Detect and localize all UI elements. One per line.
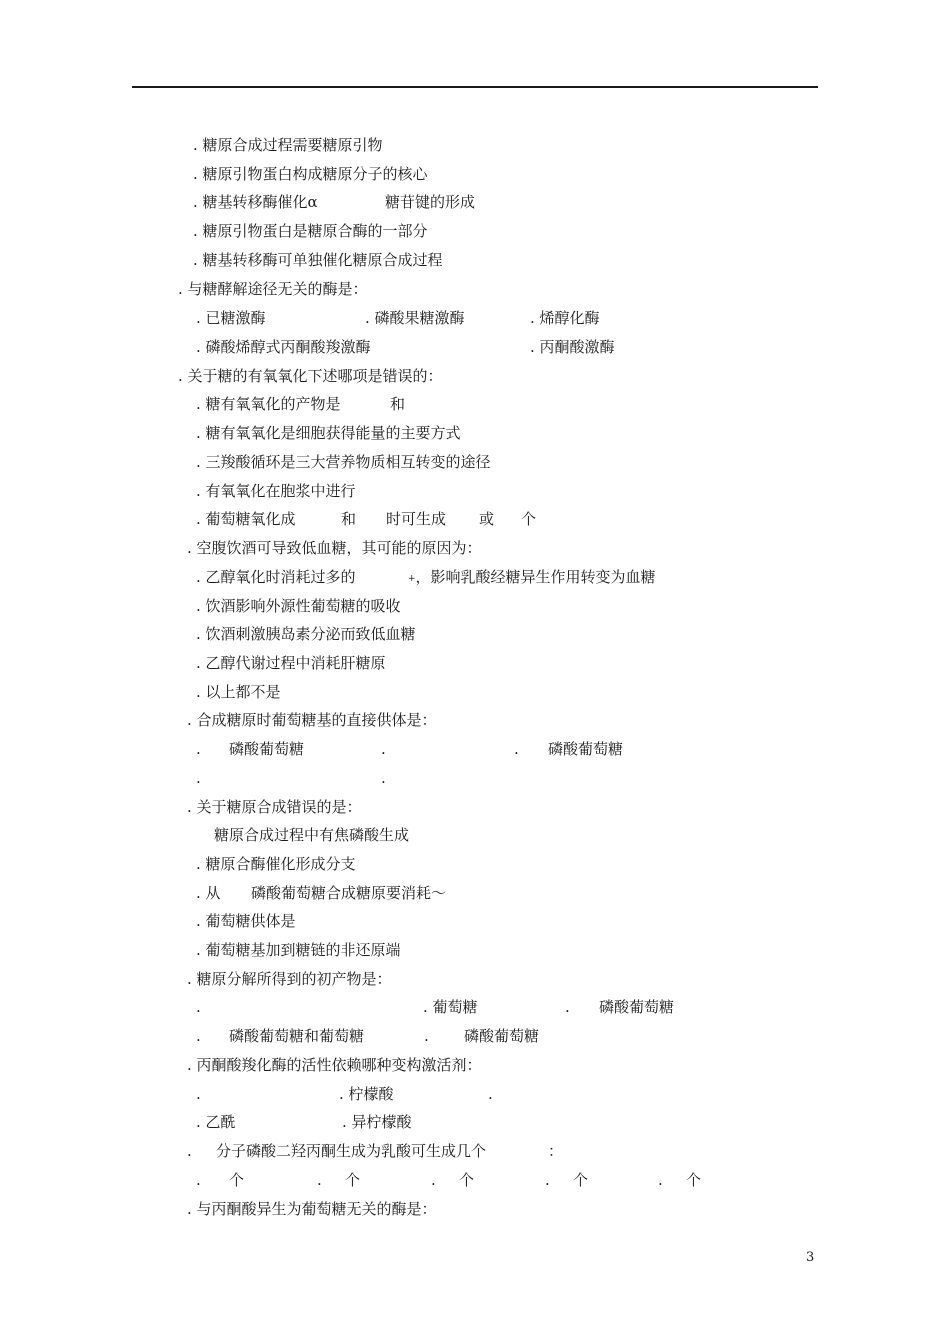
option-line-part: . 烯醇化酶: [530, 309, 600, 327]
option-line: .: [196, 1027, 201, 1045]
option-line: . 乙醇氧化时消耗过多的: [196, 568, 356, 586]
question-line-part: ：: [548, 1142, 564, 1160]
option-line: . 糖原引物蛋白构成糖原分子的核心: [193, 165, 428, 183]
option-line-part: . 柠檬酸: [339, 1085, 394, 1103]
option-line: . 以上都不是: [196, 683, 281, 701]
option-line-part: 个: [229, 1171, 245, 1189]
option-line-part: 磷酸葡萄糖: [548, 740, 624, 758]
option-line-part: 和: [341, 510, 357, 528]
option-line-part: .: [424, 1027, 429, 1045]
option-line-part: .: [545, 1171, 550, 1189]
option-line: . 糖有氧氧化是细胞获得能量的主要方式: [196, 424, 461, 442]
option-line-part: .: [431, 1171, 436, 1189]
option-line: . 饮酒影响外源性葡萄糖的吸收: [196, 597, 401, 615]
option-line: .: [196, 740, 201, 758]
option-line-part: .: [381, 769, 386, 787]
option-line-part: 时可生成: [386, 510, 447, 528]
option-line-part: 磷酸葡萄糖和葡萄糖: [229, 1027, 365, 1045]
option-line: . 葡萄糖供体是: [196, 912, 296, 930]
option-line: . 糖原合酶催化形成分支: [196, 855, 356, 873]
option-line: . 从: [196, 884, 221, 902]
question-line-part: 分子磷酸二羟丙酮生成为乳酸可生成几个: [216, 1142, 487, 1160]
option-line-part: .: [381, 740, 386, 758]
option-line: .: [196, 1171, 201, 1189]
option-line-part: +，影响乳酸经糖异生作用转变为血糖: [408, 568, 656, 586]
option-line-part: 磷酸葡萄糖合成糖原要消耗～: [251, 884, 447, 902]
option-line-part: . 丙酮酸激酶: [530, 338, 615, 356]
option-line-part: .: [658, 1171, 663, 1189]
option-line-part: 磷酸葡萄糖: [229, 740, 305, 758]
option-line-part: . 葡萄糖: [423, 998, 478, 1016]
option-line-part: .: [317, 1171, 322, 1189]
option-line: .: [196, 998, 201, 1016]
option-line: . 已糖激酶: [196, 309, 266, 327]
option-line: . 乙酰: [196, 1113, 236, 1131]
option-line-part: . 磷酸果糖激酶: [365, 309, 465, 327]
option-line: . 有氧氧化在胞浆中进行: [196, 482, 356, 500]
option-line: . 糖基转移酶可单独催化糖原合成过程: [193, 251, 443, 269]
option-line-part: 个: [573, 1171, 589, 1189]
option-line-part: . 异柠檬酸: [342, 1113, 412, 1131]
question-line: . 与糖酵解途径无关的酶是：: [178, 280, 368, 298]
question-line: . 空腹饮酒可导致低血糖，其可能的原因为：: [187, 539, 482, 557]
option-line-part: 或: [479, 510, 495, 528]
option-line: . 糖基转移酶催化α: [193, 193, 318, 211]
option-line-part: .: [514, 740, 519, 758]
option-line-part: 磷酸葡萄糖: [464, 1027, 540, 1045]
option-line: . 糖有氧氧化的产物是: [196, 395, 341, 413]
option-line-part: .: [488, 1085, 493, 1103]
option-line-part: 个: [459, 1171, 475, 1189]
option-line-part: 个: [345, 1171, 361, 1189]
option-line-part: 磷酸葡萄糖: [599, 998, 675, 1016]
question-line: . 糖原分解所得到的初产物是：: [187, 970, 392, 988]
question-line: . 丙酮酸羧化酶的活性依赖哪种变构激活剂：: [187, 1056, 482, 1074]
option-line: 糖原合成过程中有焦磷酸生成: [214, 826, 410, 844]
page-number: 3: [806, 1250, 815, 1265]
option-line: . 糖原引物蛋白是糖原合酶的一部分: [193, 222, 428, 240]
question-line: . 合成糖原时葡萄糖基的直接供体是：: [187, 711, 437, 729]
question-line: .: [187, 1142, 192, 1160]
option-line-part: 个: [686, 1171, 702, 1189]
option-line: . 磷酸烯醇式丙酮酸羧激酶: [196, 338, 371, 356]
option-line: . 葡萄糖基加到糖链的非还原端: [196, 941, 401, 959]
option-line: .: [196, 1085, 201, 1103]
question-line: . 关于糖的有氧氧化下述哪项是错误的：: [178, 367, 443, 385]
question-line: . 与丙酮酸异生为葡萄糖无关的酶是：: [187, 1200, 437, 1218]
option-line: . 糖原合成过程需要糖原引物: [193, 136, 383, 154]
option-line: . 三羧酸循环是三大营养物质相互转变的途径: [196, 453, 491, 471]
option-line-part: 个: [521, 510, 537, 528]
header-rule: [132, 86, 818, 88]
option-line-part: 和: [390, 395, 406, 413]
option-line: . 乙醇代谢过程中消耗肝糖原: [196, 654, 386, 672]
option-line: . 饮酒刺激胰岛素分泌而致低血糖: [196, 625, 416, 643]
option-line-part: 糖苷键的形成: [385, 193, 476, 211]
option-line: .: [196, 769, 201, 787]
option-line-part: .: [565, 998, 570, 1016]
option-line: . 葡萄糖氧化成: [196, 510, 296, 528]
question-line: . 关于糖原合成错误的是：: [187, 798, 362, 816]
